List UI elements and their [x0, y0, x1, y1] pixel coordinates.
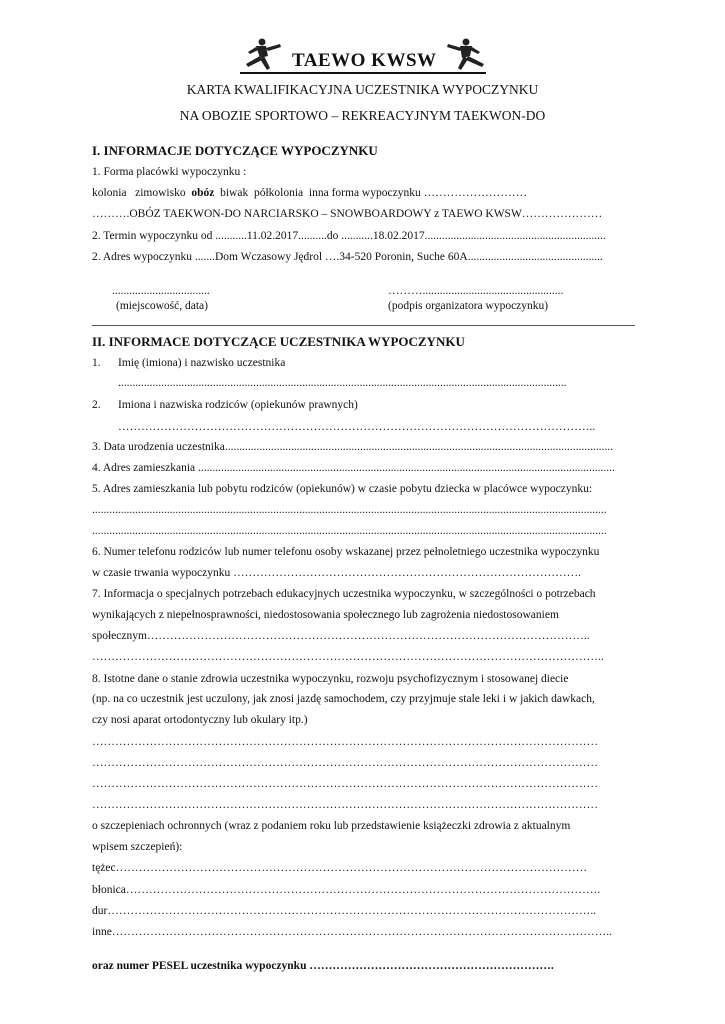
form-label: 1. Forma placówki wypoczynku : — [92, 166, 247, 178]
q5-label: 5. Adres zamieszkania lub pobytu rodziców (opiekunów) w czasie pobytu dziecka w placówce wypoczynku: — [92, 483, 593, 495]
checkbox-polkolonia[interactable]: półkolonia — [253, 187, 304, 199]
form-options — [92, 187, 527, 199]
q7-field-line2[interactable]: …………………………………………………………………………………………………………………….. — [92, 651, 604, 663]
form-value: ……….OBÓZ TAEKWON-DO NARCIARSKO – SNOWBOARDOWY z TAEWO KWSW………………… — [92, 208, 603, 220]
section-divider — [92, 325, 635, 326]
q7-label-line2: wynikających z niepełnosprawności, niedostosowania społecznego lub zagrożenia niedostosowaniem — [92, 609, 559, 621]
signature-organizer-field[interactable]: ………................................................. — [388, 285, 564, 297]
q1-field[interactable]: ............................................................................................................................................................ — [118, 377, 567, 389]
vaccination-tetanus-field[interactable]: tężec…………………………………………………………………………………………………………… — [92, 862, 588, 874]
document-title-line2: NA OBOZIE SPORTOWO – REKREACYJNYM TAEKWON-DO — [179, 108, 546, 123]
q5-field-line1[interactable]: ................................................................................................................................................................................... — [92, 504, 607, 516]
address-line: 2. Adres wypoczynku .......Dom Wczasowy Jędrol ….34-520 Poronin, Suche 60A............................................... — [92, 251, 603, 263]
q8-label-line1: 8. Istotne dane o stanie zdrowia uczestnika wypoczynku, rozwoju psychofizycznym i stosowanej diecie — [92, 673, 569, 685]
q1-label: Imię (imiona) i nazwisko uczestnika — [118, 357, 286, 369]
checkbox-oboz[interactable]: obóz — [191, 187, 215, 199]
q3-birthdate-field[interactable]: 3. Data urodzenia uczestnika....................................................................................................................................... — [92, 441, 613, 453]
section1-heading: I. INFORMACJE DOTYCZĄCE WYPOCZYNKU — [92, 143, 378, 158]
checkbox-kolonia[interactable]: kolonia — [92, 187, 127, 199]
q7-label-line1: 7. Informacja o specjalnych potrzebach edukacyjnych uczestnika wypoczynku, w szczególności o potrzebach — [92, 588, 596, 600]
term-line: 2. Termin wypoczynku od ...........11.02.2017..........do ...........18.02.2017............................................................... — [92, 230, 606, 242]
q1-number: 1. — [92, 357, 101, 369]
q4-address-field[interactable]: 4. Adres zamieszkania ................................................................................................................................................. — [92, 462, 615, 474]
checkbox-biwak[interactable]: biwak — [220, 187, 249, 199]
q7-field-line1[interactable]: społecznym…………………………………………………………………………………………………….. — [92, 630, 590, 642]
signature-organizer-label: (podpis organizatora wypoczynku) — [388, 300, 549, 312]
q6-label: 6. Numer telefonu rodziców lub numer telefonu osoby wskazanej przez pełnoletniego uczestnika wypoczynku — [92, 546, 600, 558]
vaccination-other-field[interactable]: inne………………………………………………………………………………………………………………….. — [92, 926, 613, 938]
brand-name: TAEWO KWSW — [292, 50, 437, 71]
q8-field-line[interactable]: …………………………………………………………………………………………………………………… — [92, 736, 598, 748]
q8-field-line[interactable]: …………………………………………………………………………………………………………………… — [92, 778, 598, 790]
vaccination-label-line2: wpisem szczepień): — [92, 841, 183, 853]
q2-field[interactable]: …………………………………………………………………………………………………………….. — [118, 421, 596, 433]
document-title-line1: KARTA KWALIFIKACYJNA UCZESTNIKA WYPOCZYNKU — [186, 82, 539, 97]
checkbox-inna-forma[interactable]: inna forma wypoczynku ……………………… — [308, 187, 528, 199]
q8-field-line[interactable]: …………………………………………………………………………………………………………………… — [92, 757, 598, 769]
brand-underline — [240, 72, 486, 74]
q8-label-line2: (np. na co uczestnik jest uczulony, jak znosi jazdę samochodem, czy przyjmuje stale leki i w jakich dawkach, — [92, 693, 595, 705]
vaccination-diphtheria-field[interactable]: błonica……………………………………………………………………………………………………………. — [92, 884, 601, 896]
pesel-field[interactable]: oraz numer PESEL uczestnika wypoczynku ………………………………………………………. — [92, 960, 554, 972]
q6-field[interactable]: w czasie trwania wypoczynku ………………………………………………………………………………. — [92, 567, 582, 579]
checkbox-zimowisko[interactable]: zimowisko — [135, 187, 186, 199]
q8-field-line[interactable]: …………………………………………………………………………………………………………………… — [92, 799, 598, 811]
q2-number: 2. — [92, 399, 101, 411]
vaccination-label-line1: o szczepieniach ochronnych (wraz z podaniem roku lub przedstawienie książeczki zdrowia z aktualnym — [92, 820, 571, 832]
q2-label: Imiona i nazwiska rodziców (opiekunów prawnych) — [118, 399, 358, 411]
vaccination-typhoid-field[interactable]: dur……………………………………………………………………………………………………………….. — [92, 905, 597, 917]
q8-label-line3: czy nosi aparat ortodontyczny lub okulary itp.) — [92, 714, 308, 726]
q5-field-line2[interactable]: ................................................................................................................................................................................... — [92, 525, 607, 537]
signature-place-date-field[interactable]: .................................. — [112, 285, 210, 297]
signature-place-date-label: (miejscowość, data) — [116, 300, 208, 312]
section2-heading: II. INFORMACE DOTYCZĄCE UCZESTNIKA WYPOCZYNKU — [92, 334, 465, 349]
